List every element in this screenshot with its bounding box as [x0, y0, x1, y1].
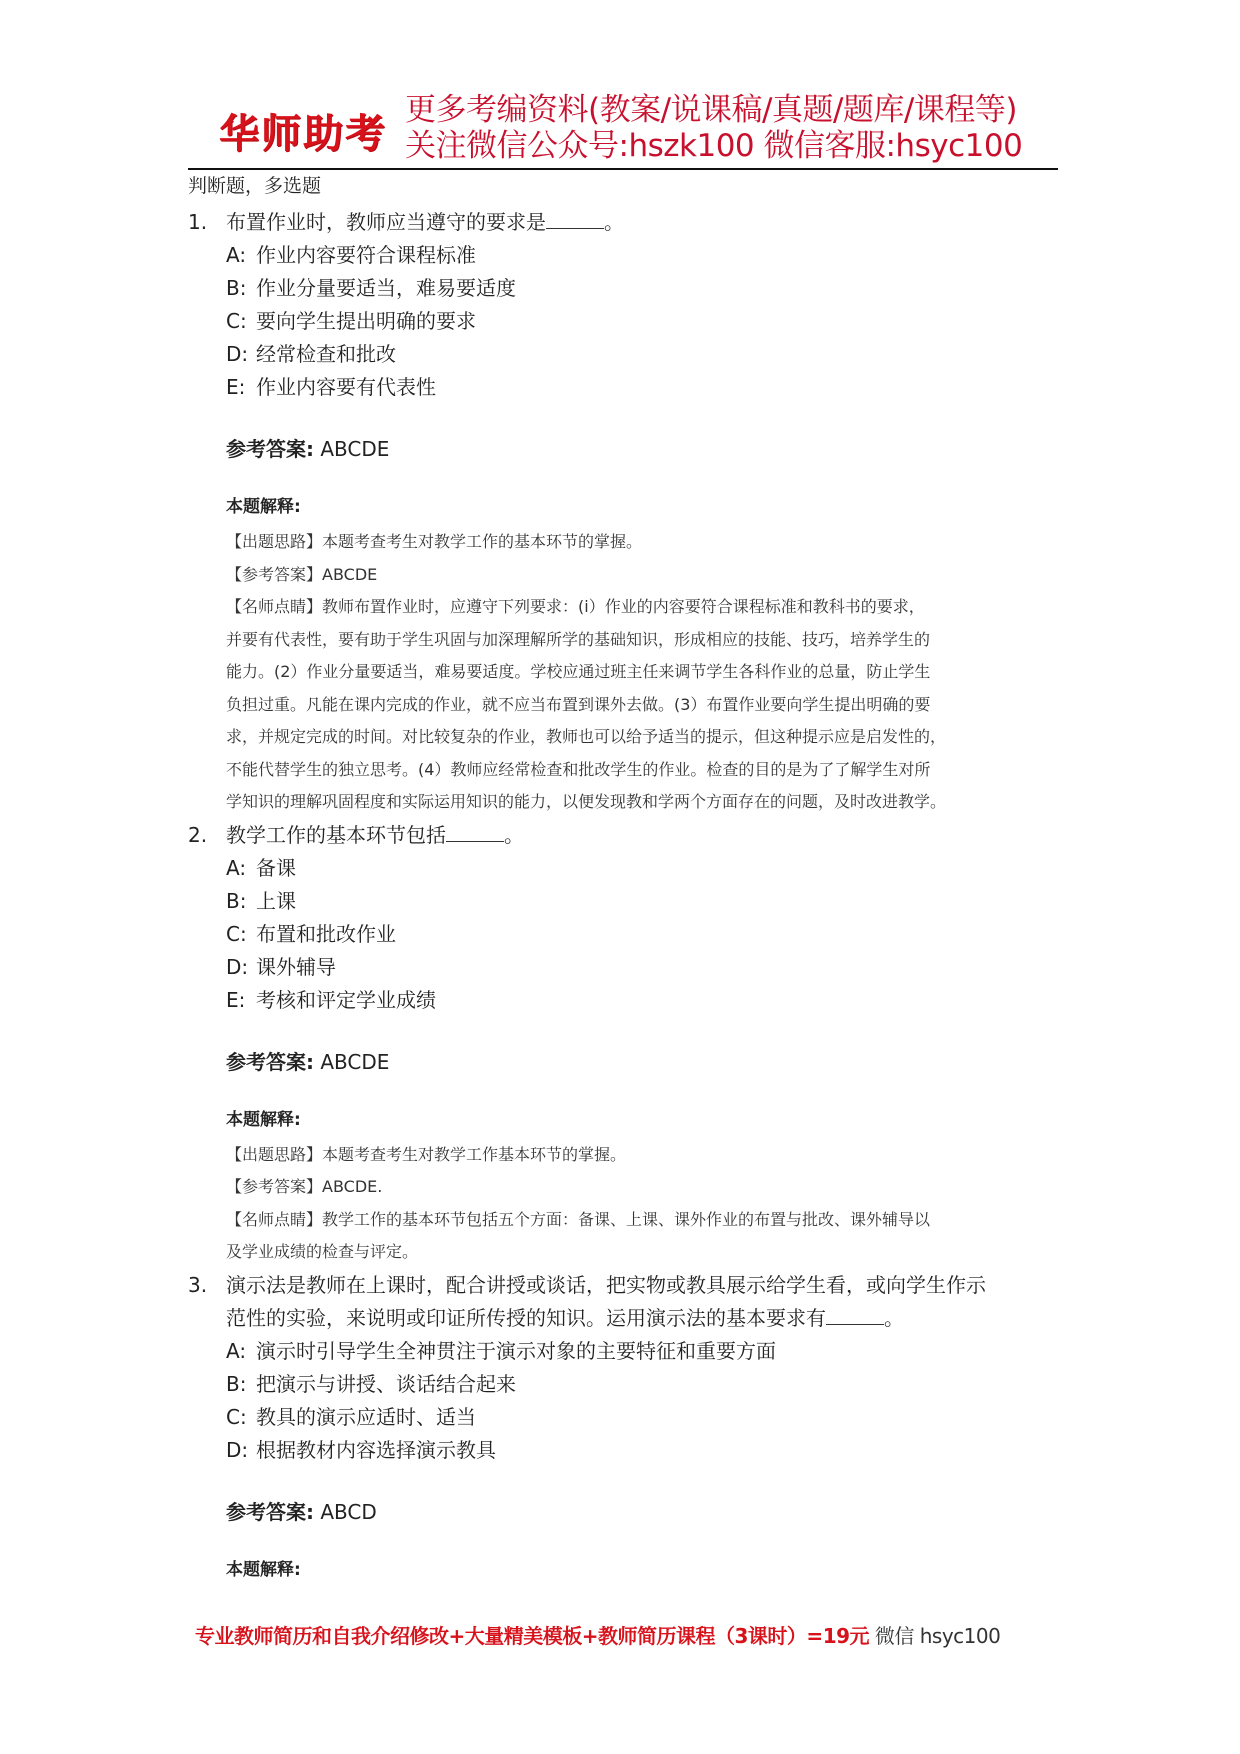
- question-stem: [188, 1269, 1058, 1335]
- option-letter: C:: [226, 309, 247, 333]
- footer-promo: [195, 1620, 1000, 1649]
- section-title: 判断题，多选题: [188, 175, 322, 197]
- stem-text-line-1: 演示法是教师在上课时，配合讲授或谈话，把实物或教具展示给学生看，或向学生作示: [226, 1272, 986, 1297]
- header-banner: [215, 88, 1045, 168]
- reference-answer: [226, 434, 1058, 464]
- banner-line-2: 关注微信公众号:hszk100 微信客服:hsyc100: [405, 128, 1023, 164]
- option-letter: D:: [226, 954, 249, 979]
- explanation-title: 本题解释:: [226, 1109, 301, 1130]
- option-text: 课外辅导: [256, 954, 336, 979]
- explanation-line: 求，并规定完成的时间。对比较复杂的作业，教师也可以给予适当的提示，但这种提示应是启发性的，: [226, 727, 947, 746]
- question-text: [226, 206, 1058, 239]
- banner-line-1: 更多考编资料(教案/说课稿/真题/题库/课程等): [405, 92, 1017, 128]
- explanation-line: 【出题思路】本题考查考生对教学工作基本环节的掌握。: [226, 1144, 627, 1164]
- answer-value: ABCD: [314, 1499, 377, 1524]
- option-list: [226, 852, 1058, 1017]
- explanation-line: 【名师点睛】教师布置作业时，应遵守下列要求：(i）作业的内容要符合课程标准和教科书的要求，: [226, 597, 925, 616]
- option-text: 教具的演示应适时、适当: [256, 1404, 476, 1429]
- question-1: [188, 206, 1058, 819]
- option-a: [226, 1335, 1058, 1368]
- brand-logo: [215, 92, 405, 158]
- answer-blank: [446, 823, 504, 842]
- stem-text: 布置作业时，教师应当遵守的要求是: [226, 210, 546, 234]
- document-body: [188, 172, 1058, 1589]
- stem-end: 。: [604, 210, 624, 234]
- option-text: 上课: [256, 888, 296, 913]
- option-text: 演示时引导学生全神贯注于演示对象的主要特征和重要方面: [256, 1338, 776, 1363]
- option-e: [226, 984, 1058, 1017]
- explanation-title: 本题解释:: [226, 1559, 301, 1580]
- header-divider: [188, 168, 1058, 170]
- option-text: 考核和评定学业成绩: [256, 987, 436, 1012]
- option-list: [226, 1335, 1058, 1467]
- banner-text: [405, 92, 1022, 164]
- option-e: [226, 371, 1058, 404]
- option-text: 根据教材内容选择演示教具: [256, 1437, 496, 1462]
- option-letter: B:: [226, 276, 247, 300]
- option-text: 把演示与讲授、谈话结合起来: [256, 1371, 516, 1396]
- explanation-title: 本题解释:: [226, 497, 301, 517]
- answer-label: 参考答案:: [226, 1499, 314, 1524]
- question-number: 3.: [188, 1272, 208, 1297]
- explanation-line: 学知识的理解巩固程度和实际运用知识的能力，以便发现教和学两个方面存在的问题，及时改进教学。: [226, 792, 947, 811]
- option-list: [226, 239, 1058, 404]
- explanation: [226, 494, 1058, 819]
- option-d: [226, 951, 1058, 984]
- option-letter: B:: [226, 1371, 247, 1396]
- option-text: 备课: [256, 855, 296, 880]
- option-a: [226, 852, 1058, 885]
- option-text: 经常检查和批改: [256, 342, 396, 366]
- explanation-line: 并要有代表性，要有助于学生巩固与加深理解所学的基础知识，形成相应的技能、技巧，培养学生的: [226, 629, 931, 649]
- option-text: 布置和批改作业: [256, 921, 396, 946]
- question-text: [226, 819, 1058, 852]
- answer-label: 参考答案:: [226, 1049, 314, 1074]
- option-d: [226, 1434, 1058, 1467]
- explanation-line: 负担过重。凡能在课内完成的作业，就不应当布置到课外去做。(3）布置作业要向学生提出明确的要: [226, 694, 931, 714]
- question-2: [188, 819, 1058, 1269]
- option-d: [226, 338, 1058, 371]
- logo-text: 华师助考: [219, 111, 387, 157]
- explanation-line: 【名师点睛】教学工作的基本环节包括五个方面：备课、上课、课外作业的布置与批改、课外辅导以: [226, 1209, 931, 1229]
- option-text: 作业内容要符合课程标准: [256, 243, 476, 267]
- explanation: [226, 1107, 1058, 1269]
- question-stem: [188, 819, 1058, 852]
- option-b: [226, 272, 1058, 305]
- answer-blank: [546, 210, 604, 229]
- explanation-line: 能力。(2）作业分量要适当，难易要适度。学校应通过班主任来调节学生各科作业的总量，防止学生: [226, 662, 931, 681]
- stem-end: 。: [504, 822, 524, 847]
- explanation-line: 不能代替学生的独立思考。(4）教师应经常检查和批改学生的作业。检查的目的是为了了解学生对所: [226, 759, 931, 779]
- question-text: [226, 1269, 1058, 1335]
- reference-answer: [226, 1497, 1058, 1527]
- option-b: [226, 1368, 1058, 1401]
- option-letter: E:: [226, 375, 246, 399]
- reference-answer: [226, 1047, 1058, 1077]
- question-stem: [188, 206, 1058, 239]
- explanation-line: 【参考答案】ABCDE: [226, 564, 378, 584]
- option-letter: A:: [226, 1338, 247, 1363]
- answer-value: ABCDE: [314, 437, 390, 461]
- option-letter: E:: [226, 987, 246, 1012]
- option-text: 要向学生提出明确的要求: [256, 309, 476, 333]
- option-letter: B:: [226, 888, 247, 913]
- explanation-line: 【参考答案】ABCDE.: [226, 1177, 383, 1196]
- stem-text: 教学工作的基本环节包括: [226, 822, 446, 847]
- promo-text: 专业教师简历和自我介绍修改+大量精美模板+教师简历课程（3课时）=19元: [195, 1624, 870, 1648]
- answer-blank: [826, 1306, 884, 1325]
- explanation: [226, 1557, 1058, 1583]
- explanation-line: 【出题思路】本题考查考生对教学工作的基本环节的掌握。: [226, 532, 643, 551]
- option-text: 作业分量要适当，难易要适度: [256, 276, 516, 300]
- option-letter: D:: [226, 1437, 249, 1462]
- option-c: [226, 918, 1058, 951]
- option-c: [226, 1401, 1058, 1434]
- wechat-contact: 微信 hsyc100: [869, 1624, 1001, 1648]
- answer-label: 参考答案:: [226, 437, 314, 461]
- explanation-line: 及学业成绩的检查与评定。: [226, 1242, 419, 1261]
- answer-value: ABCDE: [314, 1049, 390, 1074]
- question-number: 2.: [188, 822, 208, 847]
- stem-end: 。: [884, 1305, 904, 1330]
- question-number: 1.: [188, 210, 208, 234]
- stem-text: 范性的实验，来说明或印证所传授的知识。运用演示法的基本要求有: [226, 1305, 826, 1330]
- option-text: 作业内容要有代表性: [256, 375, 436, 399]
- option-letter: A:: [226, 855, 247, 880]
- option-letter: C:: [226, 921, 247, 946]
- option-a: [226, 239, 1058, 272]
- option-b: [226, 885, 1058, 918]
- question-3: [188, 1269, 1058, 1583]
- option-letter: D:: [226, 342, 249, 366]
- option-letter: A:: [226, 243, 247, 267]
- option-c: [226, 305, 1058, 338]
- option-letter: C:: [226, 1404, 247, 1429]
